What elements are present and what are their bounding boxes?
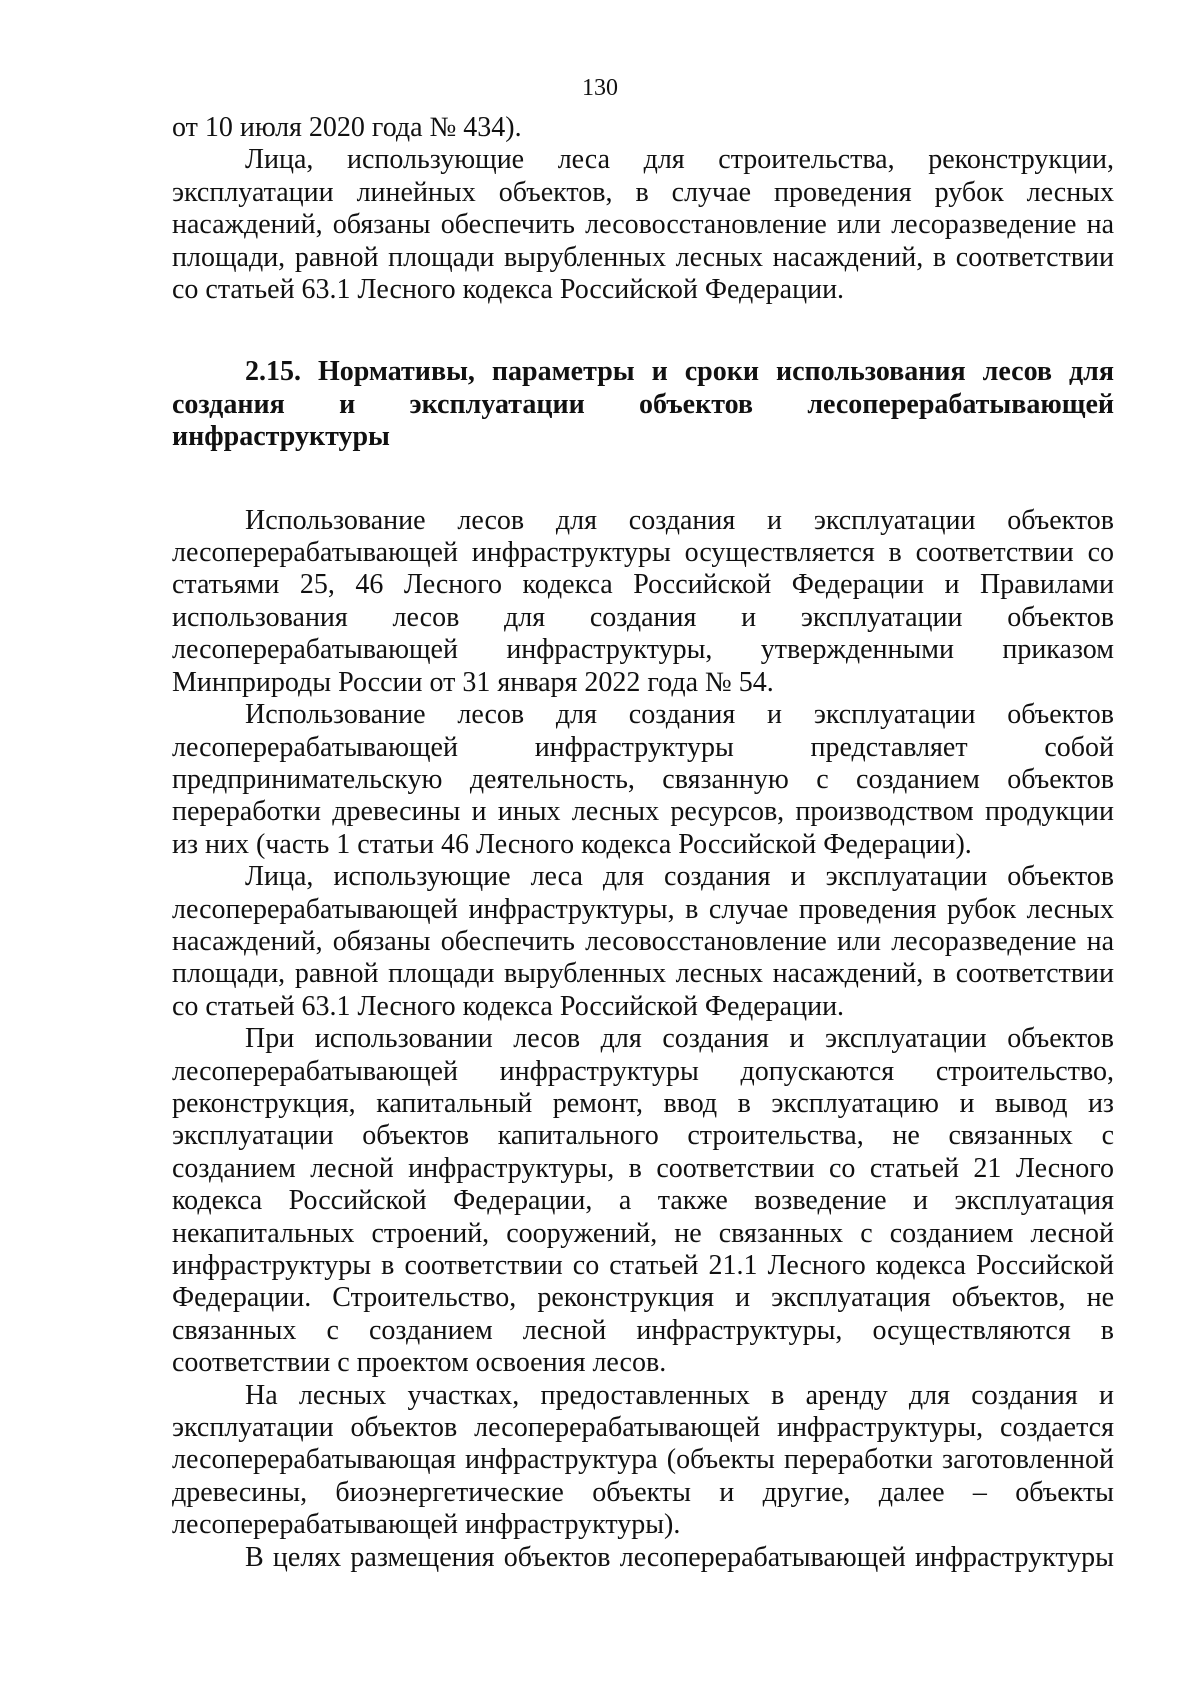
paragraph-linear-objects: Лица, использующие леса для строительства, реконструкции, эксплуатации линейных объектов, в случае проведения рубок лесных насаждений, обязаны обеспечить лесовосстановление или лесоразведение на площади, равной площади вырубленных лесных насаждений, в соответствии со статьей 63.1 Лесного кодекса Российской Федерации. — [172, 144, 1114, 306]
paragraph: Использование лесов для создания и эксплуатации объектов лесоперерабатывающей инфраструктуры осуществляется в соответствии со статьями 25, 46 Лесного кодекса Российской Федерации и Правилами использования лесов для создания и эксплуатации объектов лесоперерабатывающей инфраструктуры, утвержденными приказом Минприроды России от 31 января 2022 года № 54. — [172, 504, 1114, 698]
paragraph-continuation: от 10 июля 2020 года № 434). — [172, 112, 522, 143]
page-number: 130 — [582, 75, 618, 101]
paragraph: На лесных участках, предоставленных в аренду для создания и эксплуатации объектов лесоперерабатывающей инфраструктуры, создается лесоперерабатывающая инфраструктура (объекты переработки заготовленной древесины, биоэнергетические объекты и другие, далее – объекты лесоперерабатывающей инфраструктуры). — [172, 1379, 1114, 1541]
paragraph-continues-next-page: В целях размещения объектов лесоперерабатывающей инфраструктуры — [245, 1541, 1114, 1573]
document-body — [172, 112, 1114, 1574]
paragraph: Использование лесов для создания и эксплуатации объектов лесоперерабатывающей инфраструктуры представляет собой предпринимательскую деятельность, связанную с созданием объектов переработки древесины и иных лесных ресурсов, производством продукции из них (часть 1 статьи 46 Лесного кодекса Российской Федерации). — [172, 699, 1114, 860]
paragraph: При использовании лесов для создания и эксплуатации объектов лесоперерабатывающей инфраструктуры допускаются строительство, реконструкция, капитальный ремонт, ввод в эксплуатацию и вывод из эксплуатации объектов капитального строительства, не связанных с созданием лесной инфраструктуры, в соответствии со статьей 21 Лесного кодекса Российской Федерации, а также возведение и эксплуатация некапитальных строений, сооружений, не связанных с созданием лесной инфраструктуры в соответствии со статьей 21.1 Лесного кодекса Российской Федерации. Строительство, реконструкция и эксплуатация объектов, не связанных с созданием лесной инфраструктуры, осуществляются в соответствии с проектом освоения лесов. — [172, 1023, 1114, 1379]
paragraph: Лица, использующие леса для создания и эксплуатации объектов лесоперерабатывающей инфраструктуры, в случае проведения рубок лесных насаждений, обязаны обеспечить лесовосстановление или лесоразведение на площади, равной площади вырубленных лесных насаждений, в соответствии со статьей 63.1 Лесного кодекса Российской Федерации. — [172, 861, 1114, 1022]
section-heading: 2.15. Нормативы, параметры и сроки использования лесов для создания и эксплуатации объектов лесоперерабатывающей инфраструктуры — [172, 356, 1114, 453]
